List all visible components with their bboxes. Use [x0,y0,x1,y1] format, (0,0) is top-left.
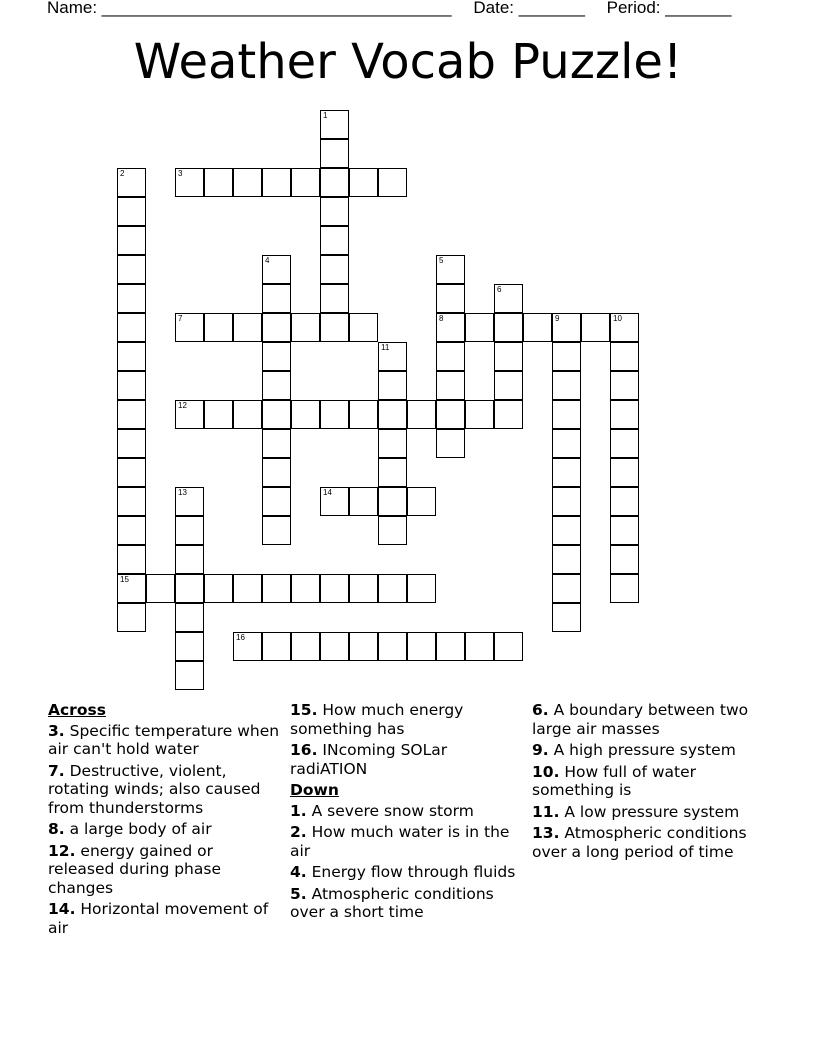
across-heading: Across [48,701,106,719]
grid-cell[interactable] [233,168,262,197]
grid-cell[interactable] [552,545,581,574]
grid-cell[interactable] [262,516,291,545]
clue-number: 5 [439,256,444,265]
grid-cell[interactable] [494,400,523,429]
grid-cell[interactable] [117,255,146,284]
grid-cell[interactable] [320,487,349,516]
grid-cell[interactable] [117,371,146,400]
grid-cell[interactable] [262,487,291,516]
grid-cell[interactable] [436,371,465,400]
grid-cell[interactable] [117,313,146,342]
grid-cell[interactable] [175,661,204,690]
grid-cell[interactable] [117,516,146,545]
grid-cell[interactable] [407,632,436,661]
clue-number: 2 [120,169,125,178]
clue-down-10: 10. How full of water something is [532,762,696,799]
grid-cell[interactable] [378,429,407,458]
grid-cell[interactable] [117,545,146,574]
grid-cell[interactable] [175,313,204,342]
grid-cell[interactable] [465,313,494,342]
grid-cell[interactable] [320,139,349,168]
clue-number: 11 [381,343,390,352]
grid-cell[interactable] [349,168,378,197]
grid-cell[interactable] [494,284,523,313]
grid-cell[interactable] [262,574,291,603]
grid-cell[interactable] [262,429,291,458]
name-field-label: Name: _____________________________________ [47,0,452,17]
grid-cell[interactable] [610,545,639,574]
grid-cell[interactable] [291,313,320,342]
grid-cell[interactable] [117,574,146,603]
grid-cell[interactable] [494,371,523,400]
grid-cell[interactable] [349,632,378,661]
clue-number: 12 [178,401,187,410]
clues-column-3 [532,701,764,864]
grid-cell[interactable] [494,632,523,661]
clue-number: 7 [178,314,183,323]
grid-cell[interactable] [291,632,320,661]
grid-cell[interactable] [262,632,291,661]
grid-cell[interactable] [610,342,639,371]
grid-cell[interactable] [349,400,378,429]
grid-cell[interactable] [320,400,349,429]
grid-cell[interactable] [233,574,262,603]
grid-cell[interactable] [117,284,146,313]
grid-cell[interactable] [378,342,407,371]
clue-down-2: 2. How much water is in the air [290,823,510,860]
grid-cell[interactable] [262,284,291,313]
grid-cell[interactable] [320,632,349,661]
grid-cell[interactable] [204,168,233,197]
grid-cell[interactable] [552,400,581,429]
grid-cell[interactable] [320,574,349,603]
grid-cell[interactable] [117,226,146,255]
grid-cell[interactable] [378,168,407,197]
clue-down-9: 9. A high pressure system [532,741,736,759]
grid-cell[interactable] [436,632,465,661]
grid-cell[interactable] [117,342,146,371]
grid-cell[interactable] [378,516,407,545]
grid-cell[interactable] [552,603,581,632]
clues-column-1 [48,701,280,940]
grid-cell[interactable] [378,371,407,400]
grid-cell[interactable] [378,400,407,429]
grid-cell[interactable] [436,255,465,284]
clue-across-12: 12. energy gained or released during phase changes [48,841,221,897]
grid-cell[interactable] [436,400,465,429]
grid-cell[interactable] [233,313,262,342]
grid-cell[interactable] [175,574,204,603]
grid-cell[interactable] [117,400,146,429]
grid-cell[interactable] [117,487,146,516]
grid-cell[interactable] [523,313,552,342]
grid-cell[interactable] [581,313,610,342]
grid-cell[interactable] [262,371,291,400]
grid-cell[interactable] [175,400,204,429]
clue-number: 16 [236,633,245,642]
grid-cell[interactable] [494,342,523,371]
grid-cell[interactable] [320,313,349,342]
grid-cell[interactable] [262,400,291,429]
clue-across-3: 3. Specific temperature when air can't hold water [48,721,280,758]
grid-cell[interactable] [204,574,233,603]
grid-cell[interactable] [233,400,262,429]
grid-cell[interactable] [552,487,581,516]
grid-cell[interactable] [610,487,639,516]
clue-number: 6 [497,285,502,294]
clue-down-5: 5. Atmospheric conditions over a short time [290,884,494,921]
clue-number: 4 [265,256,270,265]
grid-cell[interactable] [610,429,639,458]
clue-across-16: 16. INcoming SOLar radiATION [290,741,448,778]
grid-cell[interactable] [407,574,436,603]
grid-cell[interactable] [320,255,349,284]
clue-across-14: 14. Horizontal movement of air [48,900,269,937]
grid-cell[interactable] [175,545,204,574]
grid-cell[interactable] [262,168,291,197]
grid-cell[interactable] [117,603,146,632]
grid-cell[interactable] [610,458,639,487]
grid-cell[interactable] [378,574,407,603]
grid-cell[interactable] [175,168,204,197]
clue-number: 8 [439,314,444,323]
period-field-label: Period: _______ [606,0,732,17]
grid-cell[interactable] [552,458,581,487]
down-heading: Down [290,781,339,799]
grid-cell[interactable] [175,632,204,661]
grid-cell[interactable] [552,342,581,371]
clues-column-2 [290,701,522,925]
clue-number: 13 [178,488,187,497]
grid-cell[interactable] [204,400,233,429]
grid-cell[interactable] [436,313,465,342]
grid-cell[interactable] [117,168,146,197]
grid-cell[interactable] [291,400,320,429]
grid-cell[interactable] [175,516,204,545]
grid-cell[interactable] [610,574,639,603]
grid-cell[interactable] [610,313,639,342]
grid-cell[interactable] [552,429,581,458]
grid-cell[interactable] [349,487,378,516]
clue-across-8: 8. a large body of air [48,820,212,838]
grid-cell[interactable] [146,574,175,603]
clue-down-6: 6. A boundary between two large air masses [532,701,749,738]
grid-cell[interactable] [552,371,581,400]
grid-cell[interactable] [175,487,204,516]
grid-cell[interactable] [407,487,436,516]
grid-cell[interactable] [117,458,146,487]
grid-cell[interactable] [552,574,581,603]
grid-cell[interactable] [436,342,465,371]
grid-cell[interactable] [262,342,291,371]
grid-cell[interactable] [320,226,349,255]
date-field-label: Date: _______ [473,0,585,17]
grid-cell[interactable] [610,400,639,429]
clue-number: 9 [555,314,560,323]
grid-cell[interactable] [378,632,407,661]
puzzle-title: Weather Vocab Puzzle! [133,34,683,90]
clue-number: 10 [613,314,622,323]
clue-down-1: 1. A severe snow storm [290,801,474,820]
clue-number: 1 [323,111,328,120]
grid-cell[interactable] [378,487,407,516]
grid-cell[interactable] [378,458,407,487]
grid-cell[interactable] [349,313,378,342]
grid-cell[interactable] [175,603,204,632]
grid-cell[interactable] [117,429,146,458]
grid-cell[interactable] [610,516,639,545]
clue-down-4: 4. Energy flow through fluids [290,863,516,881]
grid-cell[interactable] [407,400,436,429]
clue-down-13: 13. Atmospheric conditions over a long period of time [532,824,747,861]
grid-cell[interactable] [552,516,581,545]
grid-cell[interactable] [320,168,349,197]
grid-cell[interactable] [291,574,320,603]
grid-cell[interactable] [436,429,465,458]
grid-cell[interactable] [494,313,523,342]
grid-cell[interactable] [465,632,494,661]
grid-cell[interactable] [117,197,146,226]
grid-cell[interactable] [320,197,349,226]
grid-cell[interactable] [262,458,291,487]
grid-cell[interactable] [233,632,262,661]
clue-number: 15 [120,575,129,584]
grid-cell[interactable] [552,313,581,342]
grid-cell[interactable] [610,371,639,400]
grid-cell[interactable] [262,255,291,284]
grid-cell[interactable] [436,284,465,313]
grid-cell[interactable] [291,168,320,197]
grid-cell[interactable] [320,284,349,313]
grid-cell[interactable] [262,313,291,342]
clue-number: 14 [323,488,332,497]
clue-across-7: 7. Destructive, violent, rotating winds; also caused from thunderstorms [48,761,261,817]
grid-cell[interactable] [465,400,494,429]
clue-down-11: 11. A low pressure system [532,802,740,821]
grid-cell[interactable] [320,110,349,139]
clue-number: 3 [178,169,183,178]
grid-cell[interactable] [349,574,378,603]
grid-cell[interactable] [204,313,233,342]
clue-across-15: 15. How much energy something has [290,701,464,738]
